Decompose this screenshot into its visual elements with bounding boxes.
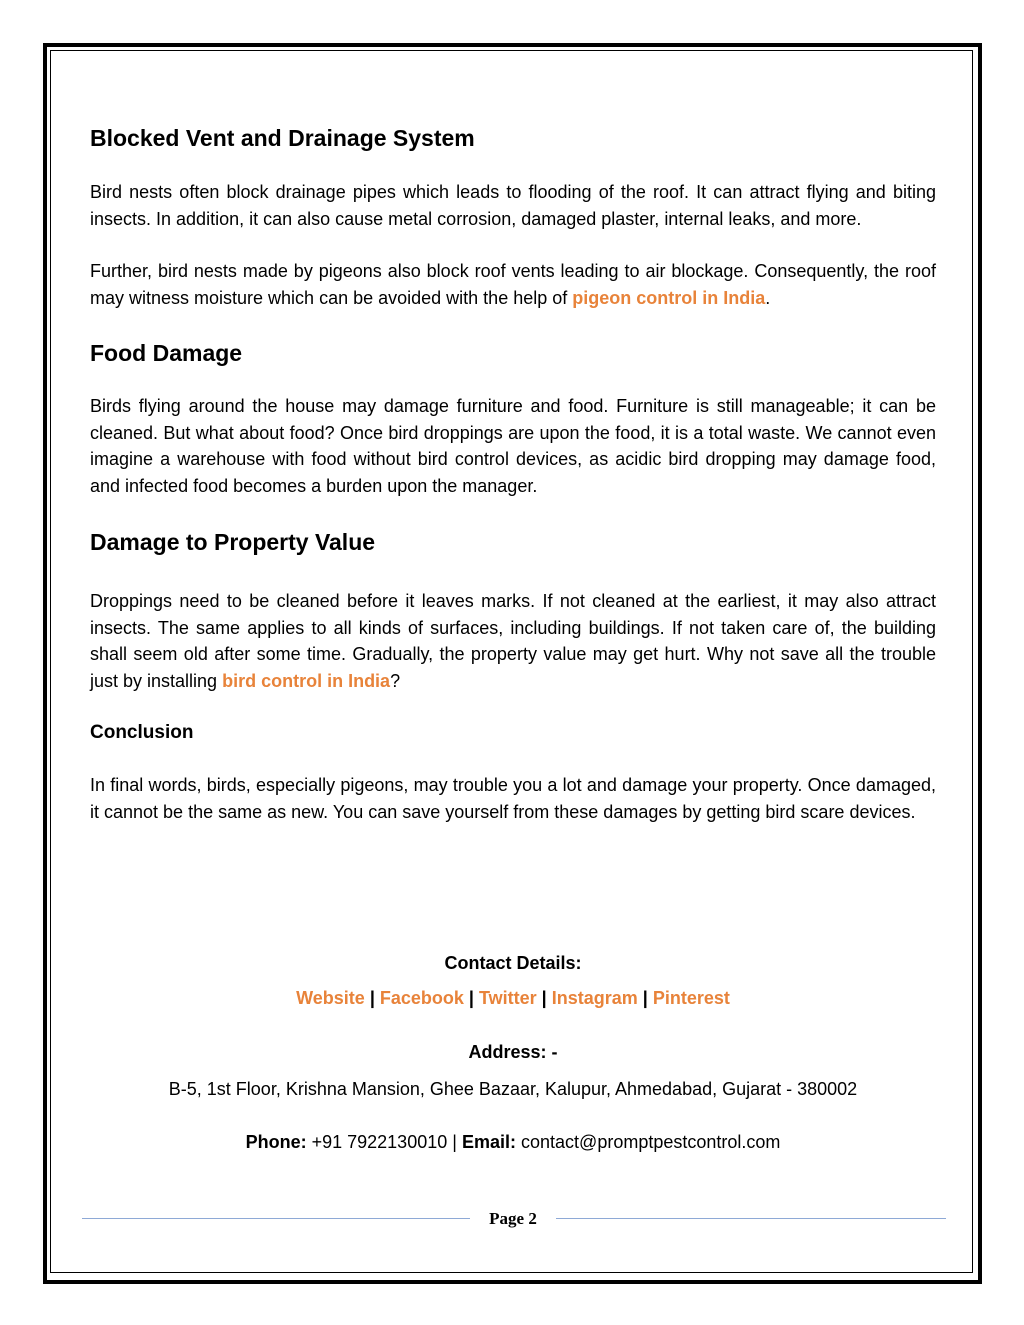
paragraph-text: ? bbox=[390, 670, 401, 691]
link-instagram[interactable]: Instagram bbox=[551, 988, 638, 1008]
link-website[interactable]: Website bbox=[296, 988, 365, 1008]
heading-conclusion: Conclusion bbox=[90, 722, 194, 743]
link-bird-control[interactable]: bird control in India bbox=[222, 670, 391, 691]
link-pinterest[interactable]: Pinterest bbox=[652, 988, 730, 1008]
link-separator: | bbox=[369, 988, 375, 1008]
paragraph-text: Further, bird nests made by pigeons also block roof vents leading to air blockage. Consequently, the roof may witness moisture which can be avoided with the help of bbox=[90, 261, 936, 308]
link-pigeon-control[interactable]: pigeon control in India bbox=[572, 287, 766, 308]
paragraph-conclusion: In final words, birds, especially pigeons, may trouble you a lot and damage your property. Once damaged, it cannot be the same as new. You can save yourself from these damages by getting bird scare devices. bbox=[90, 775, 936, 822]
paragraph-blocked-vent-2 bbox=[90, 258, 936, 311]
link-facebook[interactable]: Facebook bbox=[379, 988, 464, 1008]
phone-number: +91 7922130010 bbox=[311, 1132, 448, 1152]
contact-details-title: Contact Details: bbox=[444, 953, 582, 973]
link-separator: | bbox=[642, 988, 648, 1008]
footer-rule-left bbox=[82, 1218, 470, 1219]
paragraph-blocked-vent-1: Bird nests often block drainage pipes which leads to flooding of the roof. It can attract flying and biting insects. In addition, it can also cause metal corrosion, damaged plaster, internal leaks, and more. bbox=[90, 182, 936, 229]
link-separator: | bbox=[468, 988, 474, 1008]
phone-label: Phone: bbox=[245, 1132, 307, 1152]
link-separator: | bbox=[541, 988, 547, 1008]
address-text: B-5, 1st Floor, Krishna Mansion, Ghee Bazaar, Kalupur, Ahmedabad, Gujarat - 380002 bbox=[168, 1079, 858, 1099]
heading-blocked-vent: Blocked Vent and Drainage System bbox=[90, 125, 475, 151]
contact-links bbox=[90, 988, 936, 1009]
document-body bbox=[90, 118, 936, 825]
email-address: contact@promptpestcontrol.com bbox=[521, 1132, 781, 1152]
footer-rule-right bbox=[556, 1218, 946, 1219]
paragraph-property-value bbox=[90, 588, 936, 694]
phone-email-line bbox=[90, 1132, 936, 1153]
paragraph-text: . bbox=[765, 287, 771, 308]
paragraph-food-damage: Birds flying around the house may damage furniture and food. Furniture is still manageable; it can be cleaned. But what about food? Once bird droppings are upon the food, it is a total waste. We cannot even imagine a warehouse with food without bird control devices, as acidic bird dropping may damage food, and infected food becomes a burden upon the manager. bbox=[90, 396, 936, 496]
contact-separator: | bbox=[452, 1132, 457, 1152]
paragraph-text: Droppings need to be cleaned before it leaves marks. If not cleaned at the earliest, it may also attract insects. The same applies to all kinds of surfaces, including buildings. If not taken care of, the building shall seem old after some time. Gradually, the property value may get hurt. Why not save all the trouble just by installing bbox=[90, 591, 936, 691]
email-label: Email: bbox=[461, 1132, 516, 1152]
link-twitter[interactable]: Twitter bbox=[478, 988, 537, 1008]
heading-food-damage: Food Damage bbox=[90, 340, 243, 366]
heading-property-value: Damage to Property Value bbox=[90, 529, 376, 555]
address-title: Address: - bbox=[468, 1042, 558, 1062]
page-number: Page 2 bbox=[489, 1209, 537, 1228]
